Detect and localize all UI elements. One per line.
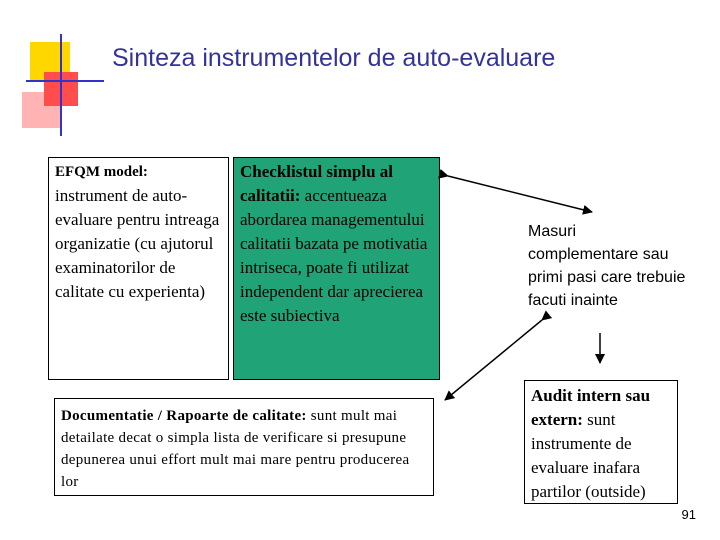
arrow-masuri-documentatie: [445, 320, 542, 400]
masuri-text: Masuri complementare sau primi pasi care trebuie facuti inainte: [528, 223, 686, 309]
slide-title: Sinteza instrumentelor de auto-evaluare: [112, 44, 556, 72]
documentatie-heading: Documentatie / Rapoarte de calitate:: [61, 408, 307, 424]
page-number: 91: [681, 507, 696, 522]
documentatie-body: sunt mult mai detailate decat o simpla lista de verificare si presupune depunerea unui effort mult mai mare pentru producerea lor: [61, 408, 410, 490]
audit-body: sunt instrumente de evaluare inafara partilor (outside): [531, 410, 646, 501]
checklist-body: accentueaza abordarea managementului calitatii bazata pe motivatia intriseca, poate fi utilizat independent dar aprecierea este subiectiva: [240, 186, 428, 325]
arrow-checklist-masuri: [448, 176, 592, 212]
audit-heading: Audit intern sau extern:: [531, 386, 651, 429]
checklist-heading: Checklistul simplu al calitatii:: [240, 162, 394, 205]
efqm-heading: EFQM model:: [55, 164, 148, 180]
efqm-body: instrument de auto-evaluare pentru intreaga organizatie (cu ajutorul examinatorilor de calitate cu experienta): [55, 186, 220, 301]
